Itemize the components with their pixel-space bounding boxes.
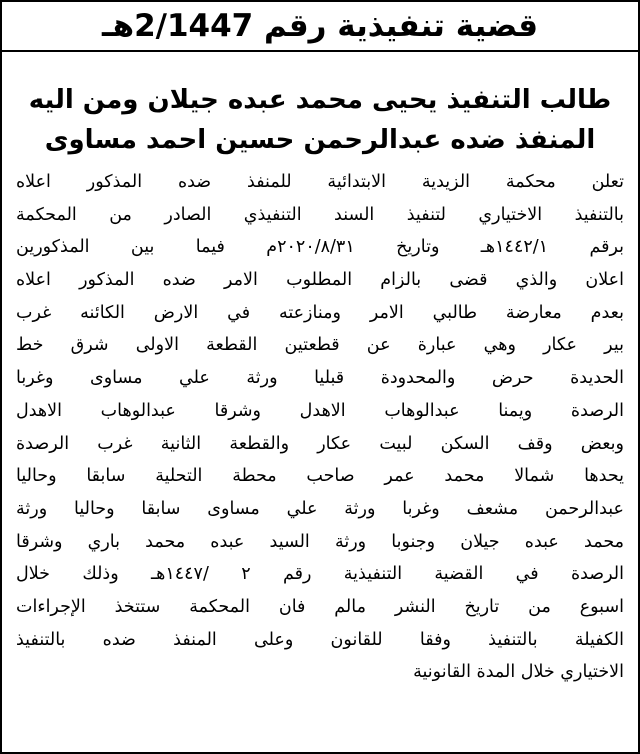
body-line: الرصدة في القضية التنفيذية رقم ٢ /١٤٤٧هـ وذلك خلال [16,564,624,585]
respondent-line: المنفذ ضده عبدالرحمن حسين احمد مساوى [44,125,596,155]
body-line: محمد عبده جيلان وجنوبا ورثة السيد عبده محمد باري وشرقا [16,531,624,552]
body-line: برقم ١٤٤٢/١هـ وتاريخ ٢٠٢٠/٨/٣١م فيما بين المذكورين [16,237,624,258]
body-line: اسبوع من تاريخ النشر مالم فان المحكمة ستتخذ الإجراءات [16,596,624,617]
body-line: الحديدة حرض والمحدودة قبليا ورثة علي مساوى وغربا [16,368,624,389]
body-line: اعلان والذي قضى بالزام المطلوب الامر ضده المذكور اعلاه [16,270,624,291]
case-number-title: قضية تنفيذية رقم 2/1447هـ [101,7,538,44]
notice-header [2,2,638,52]
body-line: يحدها شمالا محمد عمر صاحب محطة التحلية سابقا وحاليا [16,466,624,487]
body-line: الكفيلة بالتنفيذ وفقا للقانون وعلى المنفذ ضده بالتنفيذ [16,629,624,650]
body-line: بير عكار وهي عبارة عن قطعتين القطعة الاولى شرق خط [16,335,624,356]
body-line: تعلن محكمة الزيدية الابتدائية للمنفذ ضده المذكور اعلاه [16,172,624,192]
body-line: بالتنفيذ الاختياري لتنفيذ السند التنفيذي الصادر من المحكمة [16,204,624,225]
body-line: الرصدة ويمنا عبدالوهاب الاهدل وشرقا عبدالوهاب الاهدل [16,400,624,421]
body-line: وبعض وقف السكن لبيت عكار والقطعة الثانية غرب الرصدة [16,433,624,454]
parties-heading [2,80,638,160]
body-line: عبدالرحمن مشعف وغربا ورثة علي مساوى سابقا وحاليا ورثة [16,498,624,519]
body-line: بعدم معارضة طالبي الامر ومنازعته في الارض الكائنه غرب [16,302,624,323]
notice-body [16,166,624,689]
body-line: الاختياري خلال المدة القانونية [413,662,624,683]
petitioner-line: طالب التنفيذ يحيى محمد عبده جيلان ومن اليه [28,85,612,115]
